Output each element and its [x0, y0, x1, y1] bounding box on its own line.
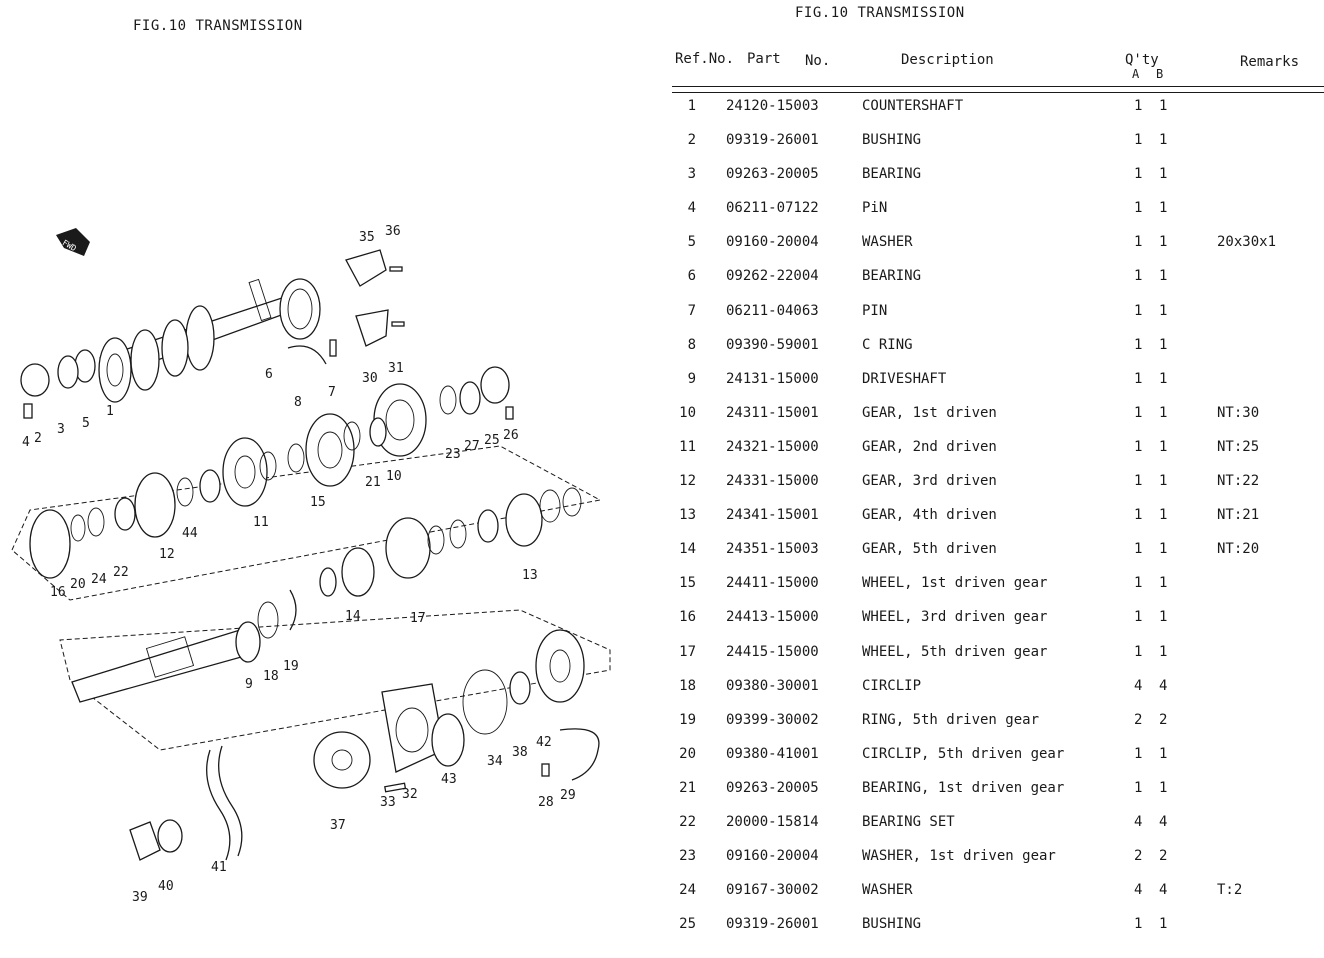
callout: 29	[560, 788, 576, 803]
ref-no: 22	[679, 813, 696, 830]
callout: 1	[106, 404, 114, 419]
table-row	[672, 198, 1324, 232]
callout: 2	[34, 431, 42, 446]
description: WHEEL, 1st driven gear	[862, 575, 1048, 592]
qty-a: 1	[1134, 779, 1143, 796]
part-no: 06211-07122	[726, 200, 819, 217]
qty-b: 1	[1159, 473, 1168, 490]
transmission-exploded-diagram	[0, 210, 640, 930]
part-no: 24321-15000	[726, 438, 819, 455]
ref-no: 24	[679, 882, 696, 899]
callout: 24	[91, 572, 107, 587]
table-row	[672, 369, 1324, 403]
shift-plates-group	[346, 250, 404, 346]
table-row	[672, 812, 1324, 846]
description: WASHER	[862, 234, 913, 251]
description: BEARING	[862, 268, 922, 285]
callout: 17	[410, 611, 426, 626]
ref-no: 6	[687, 268, 696, 285]
ref-no: 19	[679, 711, 696, 728]
callout: 41	[211, 860, 227, 875]
qty-a: 1	[1134, 473, 1143, 490]
ref-no: 1	[687, 98, 696, 114]
qty-b: 2	[1159, 711, 1168, 728]
remarks: NT:20	[1217, 541, 1260, 558]
description: DRIVESHAFT	[862, 370, 947, 387]
qty-a: 1	[1134, 438, 1143, 455]
callout: 5	[82, 416, 90, 431]
callout: 39	[132, 890, 148, 905]
qty-b: 1	[1159, 234, 1168, 251]
qty-a: 1	[1134, 541, 1143, 558]
qty-b: 1	[1159, 779, 1168, 796]
qty-a: 1	[1134, 166, 1143, 183]
remarks: T:2	[1217, 882, 1243, 899]
fwd-arrow-icon	[56, 228, 90, 256]
qty-b: 2	[1159, 848, 1168, 865]
ref-no: 2	[687, 132, 696, 149]
table-row	[672, 96, 1324, 130]
ref-no: 15	[679, 575, 696, 592]
qty-b: 1	[1159, 575, 1168, 592]
qty-a: 4	[1134, 677, 1143, 694]
header-remarks: Remarks	[1240, 54, 1300, 70]
qty-a: 1	[1134, 575, 1143, 592]
callout: 28	[538, 795, 554, 810]
table-row	[672, 505, 1324, 539]
table-row	[672, 539, 1324, 573]
qty-b: 1	[1159, 609, 1168, 626]
qty-b: 1	[1159, 268, 1168, 285]
qty-b: 1	[1159, 745, 1168, 762]
part-no: 09160-20004	[726, 234, 819, 251]
description: BEARING SET	[862, 813, 955, 830]
callout: 23	[445, 447, 461, 462]
callout: 22	[113, 565, 129, 580]
table-row	[672, 335, 1324, 369]
callout: 43	[441, 772, 457, 787]
callout: 32	[402, 787, 418, 802]
table-row	[672, 880, 1324, 914]
description: BUSHING	[862, 916, 922, 933]
callout: 15	[310, 495, 326, 510]
qty-a: 1	[1134, 98, 1143, 114]
table-row	[672, 676, 1324, 710]
remarks: 20x30x1	[1217, 234, 1277, 251]
qty-b: 1	[1159, 507, 1168, 524]
description: BEARING, 1st driven gear	[862, 779, 1065, 796]
qty-a: 1	[1134, 404, 1143, 421]
callout: 42	[536, 735, 552, 750]
callout: 7	[328, 385, 336, 400]
callout: 40	[158, 879, 174, 894]
part-no: 09390-59001	[726, 336, 819, 353]
qty-a: 2	[1134, 848, 1143, 865]
callout: 13	[522, 568, 538, 583]
callout: 16	[50, 585, 66, 600]
part-no: 24131-15000	[726, 370, 819, 387]
ref-no: 25	[679, 916, 696, 933]
ref-no: 12	[679, 473, 696, 490]
part-no: 09263-20005	[726, 166, 819, 183]
ref-no: 17	[679, 643, 696, 660]
ref-no: 13	[679, 507, 696, 524]
table-row	[672, 642, 1324, 676]
callout: 20	[70, 577, 86, 592]
qty-a: 1	[1134, 132, 1143, 149]
countershaft-group	[21, 279, 336, 418]
callout: 10	[386, 469, 402, 484]
part-no: 24411-15000	[726, 575, 819, 592]
part-no: 20000-15814	[726, 813, 819, 830]
qty-a: 1	[1134, 609, 1143, 626]
description: BEARING	[862, 166, 922, 183]
part-no: 06211-04063	[726, 302, 819, 319]
header-part: Part	[747, 51, 781, 67]
sprocket-chain-group	[130, 684, 549, 860]
table-row	[672, 778, 1324, 812]
header-qty-b: B	[1156, 67, 1164, 81]
parts-table-body	[672, 96, 1324, 948]
description: GEAR, 3rd driven	[862, 473, 997, 490]
callout: 33	[380, 795, 396, 810]
qty-a: 1	[1134, 200, 1143, 217]
driven-gears-upper-group	[12, 367, 600, 600]
description: BUSHING	[862, 132, 922, 149]
qty-b: 4	[1159, 813, 1168, 830]
callout: 6	[265, 367, 273, 382]
callout: 34	[487, 754, 503, 769]
qty-a: 2	[1134, 711, 1143, 728]
ref-no: 18	[679, 677, 696, 694]
ref-no: 10	[679, 404, 696, 421]
callout: 14	[345, 609, 361, 624]
qty-a: 4	[1134, 813, 1143, 830]
qty-b: 1	[1159, 404, 1168, 421]
description: GEAR, 1st driven	[862, 404, 997, 421]
qty-b: 1	[1159, 302, 1168, 319]
part-no: 09160-20004	[726, 848, 819, 865]
ref-no: 16	[679, 609, 696, 626]
table-row	[672, 164, 1324, 198]
ref-no: 3	[687, 166, 696, 183]
callout: 9	[245, 677, 253, 692]
part-no: 09167-30002	[726, 882, 819, 899]
header-ref-no: Ref.No.	[675, 51, 735, 67]
part-no: 24415-15000	[726, 643, 819, 660]
callout: 25	[484, 433, 500, 448]
table-row	[672, 266, 1324, 300]
ref-no: 11	[679, 438, 696, 455]
callout: 38	[512, 745, 528, 760]
callout: 26	[503, 428, 519, 443]
part-no: 24413-15000	[726, 609, 819, 626]
part-no: 09380-30001	[726, 677, 819, 694]
table-row	[672, 744, 1324, 778]
table-row	[672, 437, 1324, 471]
ref-no: 4	[687, 200, 696, 217]
part-no: 09319-26001	[726, 132, 819, 149]
ref-no: 9	[687, 370, 696, 387]
qty-b: 1	[1159, 438, 1168, 455]
part-no: 09263-20005	[726, 779, 819, 796]
qty-a: 4	[1134, 882, 1143, 899]
part-no: 24351-15003	[726, 541, 819, 558]
description: C RING	[862, 336, 913, 353]
qty-a: 1	[1134, 916, 1143, 933]
part-no: 09319-26001	[726, 916, 819, 933]
ref-no: 7	[687, 302, 696, 319]
part-no: 24331-15000	[726, 473, 819, 490]
ref-no: 23	[679, 848, 696, 865]
ref-no: 20	[679, 745, 696, 762]
qty-b: 1	[1159, 370, 1168, 387]
callout: 30	[362, 371, 378, 386]
part-no: 24311-15001	[726, 404, 819, 421]
qty-a: 1	[1134, 370, 1143, 387]
header-description: Description	[901, 52, 994, 68]
table-row	[672, 301, 1324, 335]
qty-b: 1	[1159, 336, 1168, 353]
remarks: NT:22	[1217, 473, 1260, 490]
right-page-title: FIG.10 TRANSMISSION	[795, 5, 965, 21]
description: WHEEL, 3rd driven gear	[862, 609, 1048, 626]
qty-b: 1	[1159, 166, 1168, 183]
description: PiN	[862, 200, 888, 217]
description: COUNTERSHAFT	[862, 98, 964, 114]
table-row	[672, 130, 1324, 164]
qty-b: 1	[1159, 643, 1168, 660]
table-row	[672, 710, 1324, 744]
qty-b: 1	[1159, 98, 1168, 114]
part-no: 24341-15001	[726, 507, 819, 524]
qty-b: 4	[1159, 677, 1168, 694]
callout: 27	[464, 439, 480, 454]
header-qty: Q'ty	[1125, 52, 1159, 68]
table-row	[672, 607, 1324, 641]
callout: 21	[365, 475, 381, 490]
description: GEAR, 5th driven	[862, 541, 997, 558]
qty-b: 1	[1159, 916, 1168, 933]
remarks: NT:21	[1217, 507, 1260, 524]
callout: 36	[385, 224, 401, 239]
description: WASHER	[862, 882, 913, 899]
qty-a: 1	[1134, 336, 1143, 353]
callout: 35	[359, 230, 375, 245]
left-page-title: FIG.10 TRANSMISSION	[133, 18, 303, 34]
part-no: 09380-41001	[726, 745, 819, 762]
ref-no: 8	[687, 336, 696, 353]
callout: 8	[294, 395, 302, 410]
qty-a: 1	[1134, 643, 1143, 660]
table-row	[672, 846, 1324, 880]
callout: 31	[388, 361, 404, 376]
part-no: 09399-30002	[726, 711, 819, 728]
header-rule	[672, 86, 1324, 93]
callout: 19	[283, 659, 299, 674]
callout: 18	[263, 669, 279, 684]
part-no: 24120-15003	[726, 98, 819, 114]
qty-b: 1	[1159, 132, 1168, 149]
description: GEAR, 2nd driven	[862, 438, 997, 455]
table-row	[672, 403, 1324, 437]
callout: 3	[57, 422, 65, 437]
header-qty-a: A	[1132, 67, 1140, 81]
description: WHEEL, 5th driven gear	[862, 643, 1048, 660]
callout: 4	[22, 435, 30, 450]
description: PIN	[862, 302, 888, 319]
description: CIRCLIP	[862, 677, 922, 694]
part-no: 09262-22004	[726, 268, 819, 285]
qty-a: 1	[1134, 234, 1143, 251]
fwd-label: FWD	[60, 238, 78, 254]
qty-b: 4	[1159, 882, 1168, 899]
table-row	[672, 232, 1324, 266]
qty-a: 1	[1134, 268, 1143, 285]
callout: 44	[182, 526, 198, 541]
qty-a: 1	[1134, 302, 1143, 319]
remarks: NT:25	[1217, 438, 1260, 455]
description: CIRCLIP, 5th driven gear	[862, 745, 1065, 762]
parts-table-header	[672, 48, 1324, 88]
ref-no: 5	[687, 234, 696, 251]
header-no: No.	[805, 53, 831, 69]
ref-no: 21	[679, 779, 696, 796]
description: WASHER, 1st driven gear	[862, 848, 1056, 865]
ref-no: 14	[679, 541, 696, 558]
table-row	[672, 573, 1324, 607]
table-row	[672, 914, 1324, 948]
description: RING, 5th driven gear	[862, 711, 1040, 728]
table-row	[672, 471, 1324, 505]
qty-b: 1	[1159, 541, 1168, 558]
qty-a: 1	[1134, 507, 1143, 524]
callout: 12	[159, 547, 175, 562]
qty-a: 1	[1134, 745, 1143, 762]
description: GEAR, 4th driven	[862, 507, 997, 524]
qty-b: 1	[1159, 200, 1168, 217]
callout: 11	[253, 515, 269, 530]
callout: 37	[330, 818, 346, 833]
remarks: NT:30	[1217, 404, 1260, 421]
